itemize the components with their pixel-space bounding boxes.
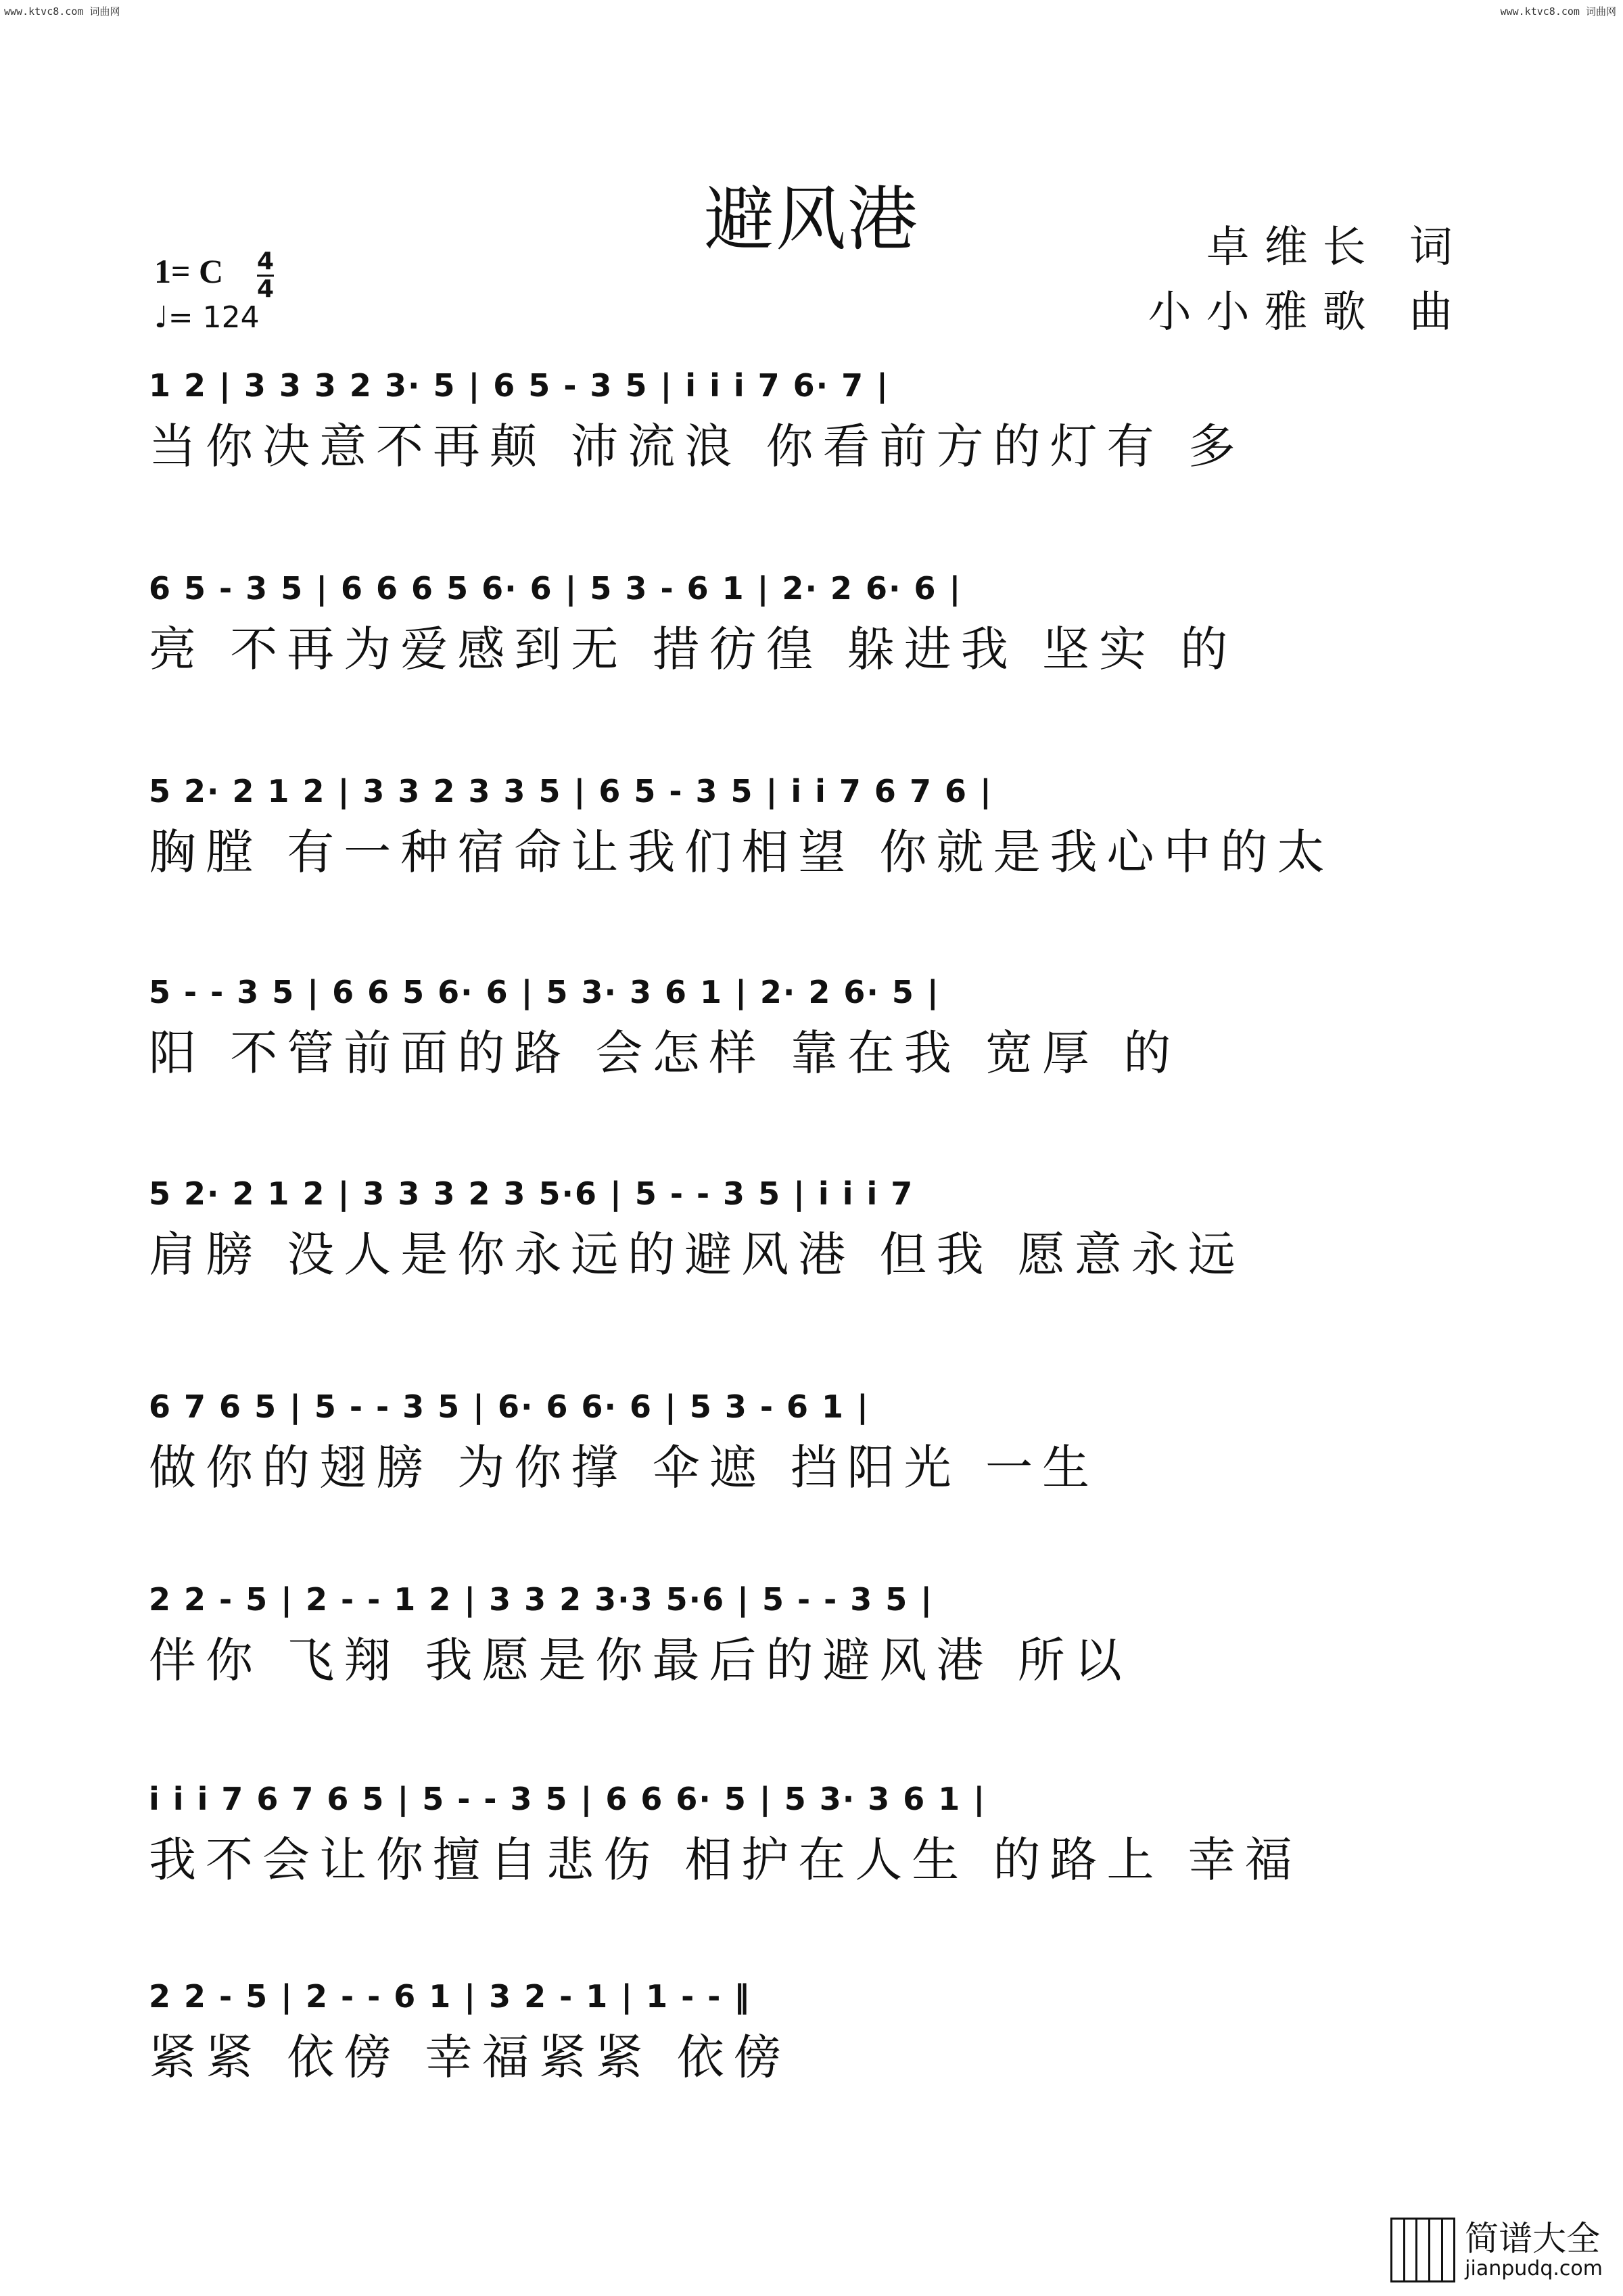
composer-credit: 小小雅歌 曲 bbox=[1148, 287, 1467, 337]
score-system-9 bbox=[149, 1969, 1481, 2091]
lyrics-line: 胸膛 有一种宿命让我们相望 你就是我心中的太 bbox=[149, 824, 1334, 880]
time-signature-bottom: 4 bbox=[257, 275, 275, 303]
lyrics-line: 我不会让你擅自悲伤 相护在人生 的路上 幸福 bbox=[149, 1832, 1302, 1888]
logo-url: jianpudq.com bbox=[1465, 2257, 1603, 2280]
score-system-2 bbox=[149, 561, 1481, 683]
lyrics-line: 阳 不管前面的路 会怎样 靠在我 宽厚 的 bbox=[149, 1025, 1181, 1081]
site-header-right: www.ktvc8.com 词曲网 bbox=[1500, 5, 1616, 18]
tempo-marking: ♩= 124 bbox=[154, 300, 260, 335]
score-system-4 bbox=[149, 965, 1481, 1087]
lyrics-line: 肩膀 没人是你永远的避风港 但我 愿意永远 bbox=[149, 1227, 1245, 1282]
notation-line: i i i 7 6 7 6 5 | 5 - - 3 5 | 6 6 6· 5 | 5 3· 3 6 1 | bbox=[149, 1781, 987, 1817]
time-signature bbox=[257, 249, 274, 302]
notation-line: 1 2 | 3 3 3 2 3· 5 | 6 5 - 3 5 | i i i 7 6· 7 | bbox=[149, 367, 889, 404]
time-signature-top: 4 bbox=[257, 248, 275, 275]
key-signature: 1= C bbox=[154, 252, 224, 290]
lyricist-credit: 卓维长 词 bbox=[1206, 222, 1467, 273]
logo-title: 简谱大全 bbox=[1465, 2219, 1601, 2258]
lyrics-line: 做你的翅膀 为你撑 伞遮 挡阳光 一生 bbox=[149, 1440, 1100, 1495]
lyrics-line: 紧紧 依傍 幸福紧紧 依傍 bbox=[149, 2030, 791, 2085]
score-system-8 bbox=[149, 1772, 1481, 1894]
piano-keys-icon bbox=[1390, 2218, 1455, 2282]
notation-line: 2 2 - 5 | 2 - - 1 2 | 3 3 2 3·3 5·6 | 5 - - 3 5 | bbox=[149, 1581, 934, 1618]
song-title: 避风港 bbox=[703, 178, 919, 260]
score-system-1 bbox=[149, 358, 1481, 480]
credits bbox=[1148, 215, 1467, 345]
notation-line: 5 2· 2 1 2 | 3 3 2 3 3 5 | 6 5 - 3 5 | i i 7 6 7 6 | bbox=[149, 773, 993, 810]
notation-line: 5 - - 3 5 | 6 6 5 6· 6 | 5 3· 3 6 1 | 2· 2 6· 5 | bbox=[149, 974, 940, 1010]
notation-line: 6 5 - 3 5 | 6 6 6 5 6· 6 | 5 3 - 6 1 | 2· 2 6· 6 | bbox=[149, 570, 962, 607]
notation-line: 6 7 6 5 | 5 - - 3 5 | 6· 6 6· 6 | 5 3 - 6 1 | bbox=[149, 1388, 870, 1425]
score-system-5 bbox=[149, 1167, 1481, 1288]
lyrics-line: 伴你 飞翔 我愿是你最后的避风港 所以 bbox=[149, 1633, 1131, 1688]
lyrics-line: 当你决意不再颠 沛流浪 你看前方的灯有 多 bbox=[149, 419, 1245, 474]
score-system-6 bbox=[149, 1380, 1481, 1501]
site-header-left: www.ktvc8.com 词曲网 bbox=[4, 5, 120, 18]
notation-line: 2 2 - 5 | 2 - - 6 1 | 3 2 - 1 | 1 - - ‖ bbox=[149, 1978, 751, 2015]
lyrics-line: 亮 不再为爱感到无 措彷徨 躲进我 坚实 的 bbox=[149, 622, 1238, 677]
score-system-7 bbox=[149, 1572, 1481, 1694]
notation-line: 5 2· 2 1 2 | 3 3 3 2 3 5·6 | 5 - - 3 5 | i i i 7 bbox=[149, 1175, 914, 1212]
score-system-3 bbox=[149, 764, 1481, 886]
site-logo bbox=[1390, 2218, 1603, 2282]
